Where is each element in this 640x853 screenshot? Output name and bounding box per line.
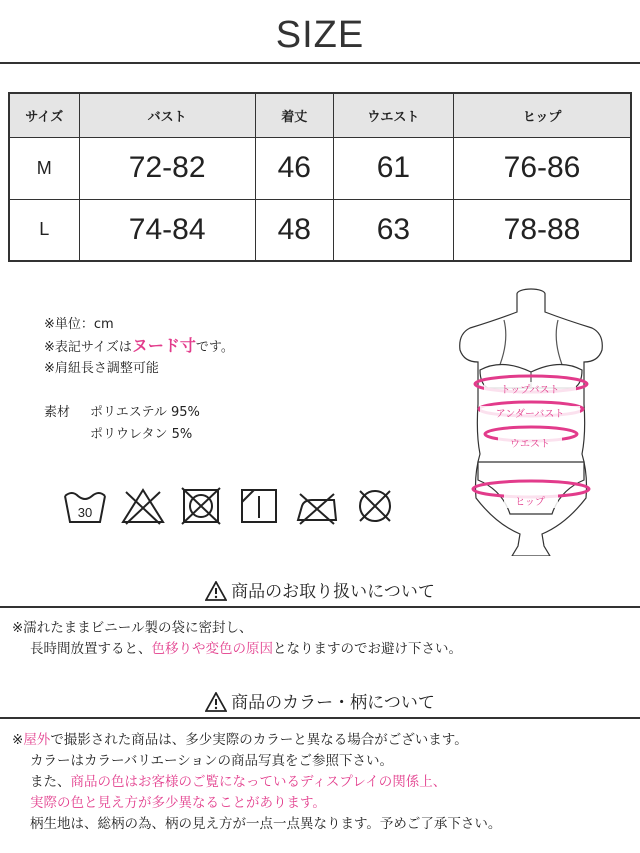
- waist-cell: 61: [333, 137, 453, 199]
- material-line: ポリウレタン 5%: [90, 427, 193, 442]
- waist-cell: 63: [333, 199, 453, 261]
- top-bust-label: トップバスト: [500, 385, 560, 396]
- color-notice-text: ※屋外で撮影された商品は、多少実際のカラーと異なる場合がございます。 カラーはカラーバリエーションの商品写真をご参照下さい。 また、商品の色はお客様のご覧になっているディスプレイの関係上、 実際の色と見え方が多少異なることがあります。 柄生地は、総柄の為、柄の見え方が一点一点異なります。予めご了承下さい。: [12, 730, 632, 835]
- size-table: [8, 92, 632, 262]
- header-hip: ヒップ: [454, 93, 631, 137]
- display-highlight: 商品の色はお客様のご覧になっているディスプレイの関係上、: [70, 774, 447, 790]
- material-label: 素材: [44, 405, 71, 420]
- color-difference-highlight: 実際の色と見え方が多少異なることがあります。: [30, 795, 326, 811]
- length-cell: 46: [255, 137, 333, 199]
- hip-cell: 78-88: [454, 199, 631, 261]
- color-notice-title: 商品のカラー・柄について: [0, 688, 640, 713]
- table-row: [9, 137, 631, 199]
- size-cell: M: [9, 137, 79, 199]
- handling-text: ※濡れたままビニール製の袋に密封し、 長時間放置すると、色移りや変色の原因となりますのでお避け下さい。: [12, 620, 462, 657]
- handling-title: 商品のお取り扱いについて: [0, 577, 640, 602]
- no-bleach-icon: [120, 484, 166, 528]
- no-dry-clean-icon: [352, 484, 398, 528]
- handling-highlight: 色移りや変色の原因: [151, 641, 273, 657]
- header-length: 着丈: [255, 93, 333, 137]
- care-symbols: [62, 484, 398, 528]
- handling-divider: [0, 606, 640, 608]
- warning-icon: [205, 581, 227, 601]
- waist-label: ウエスト: [510, 439, 550, 450]
- under-bust-label: アンダーバスト: [495, 409, 565, 420]
- header-waist: ウエスト: [333, 93, 453, 137]
- hip-cell: 76-86: [454, 137, 631, 199]
- size-cell: L: [9, 199, 79, 261]
- table-row: [9, 199, 631, 261]
- bust-cell: 74-84: [79, 199, 255, 261]
- size-table-header-row: [9, 93, 631, 137]
- size-notes: [44, 314, 234, 379]
- length-cell: 48: [255, 199, 333, 261]
- nude-size-highlight: ヌード寸: [131, 336, 196, 355]
- strap-note: ※肩紐長さ調整可能: [44, 361, 159, 376]
- unit-note: ※単位：cm: [44, 317, 114, 332]
- color-notice-divider: [0, 717, 640, 719]
- mannequin-diagram: [456, 284, 606, 556]
- wash-30-icon: [62, 484, 108, 528]
- outdoor-highlight: 屋外: [23, 732, 51, 748]
- page-title: SIZE: [275, 14, 365, 56]
- material-line: ポリエステル 95%: [90, 405, 200, 420]
- no-tumble-dry-icon: [178, 484, 224, 528]
- bust-cell: 72-82: [79, 137, 255, 199]
- nude-size-note: ※表記サイズはヌード寸です。: [44, 336, 234, 355]
- title-divider: [0, 62, 640, 64]
- material-info: [44, 402, 200, 446]
- warning-icon: [205, 692, 227, 712]
- header-size: サイズ: [9, 93, 79, 137]
- svg-text:30: 30: [77, 505, 93, 520]
- hip-label: ヒップ: [515, 497, 545, 508]
- iron-no-steam-icon: [294, 484, 340, 528]
- drip-dry-shade-icon: [236, 484, 282, 528]
- header-bust: バスト: [79, 93, 255, 137]
